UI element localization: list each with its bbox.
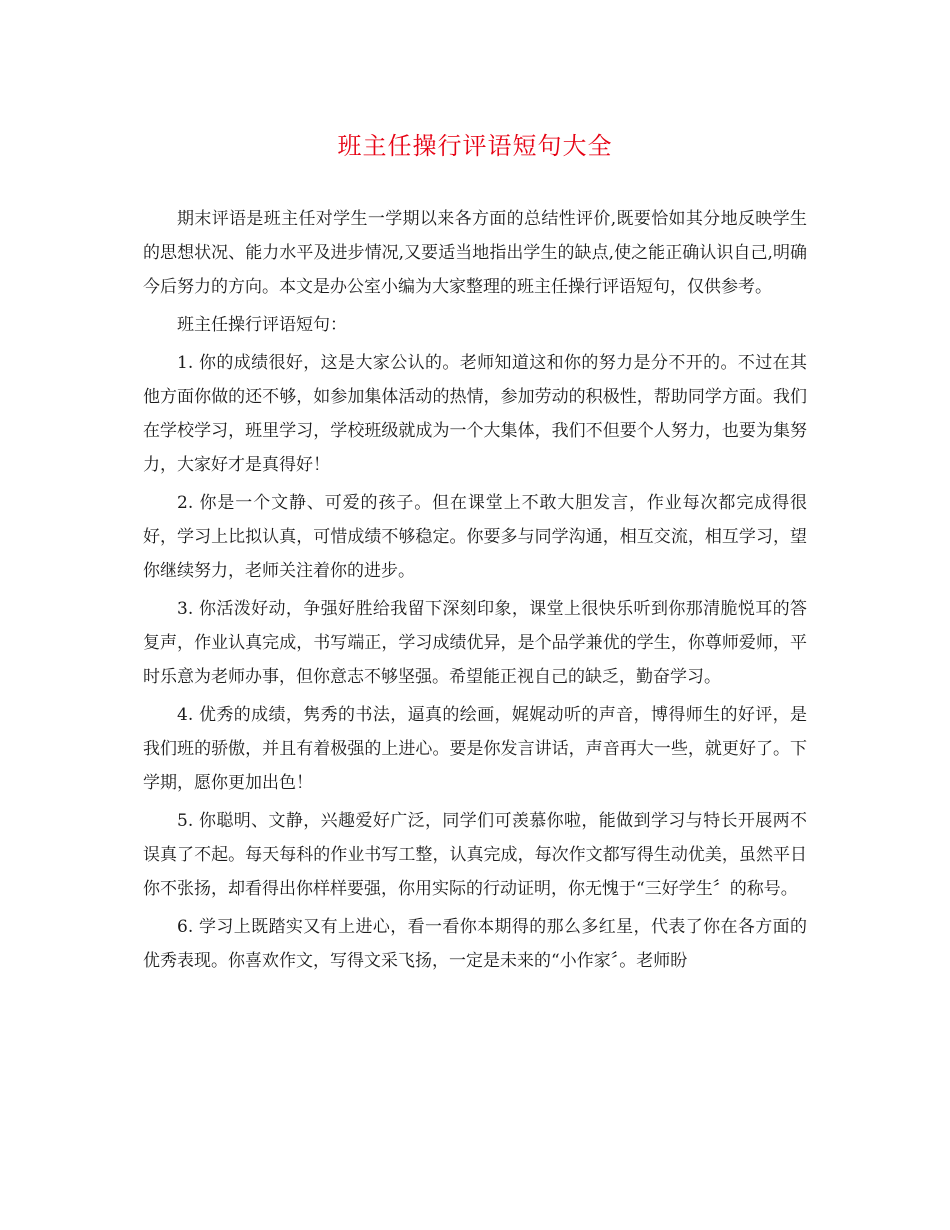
document-page (143, 126, 807, 982)
comment-paragraph-4: 4. 优秀的成绩，隽秀的书法，逼真的绘画，娓娓动听的声音，博得师生的好评，是我们班的骄傲，并且有着极强的上进心。要是你发言讲话，声音再大一些，就更好了。下学期，愿你更加出色！ (143, 705, 807, 793)
comment-paragraph-6: 6. 学习上既踏实又有上进心，看一看你本期得的那么多红星，代表了你在各方面的优秀表现。你喜欢作文，写得文采飞扬，一定是未来的“小作家〞。老师盼 (143, 917, 807, 971)
comment-paragraph-1: 1. 你的成绩很好，这是大家公认的。老师知道这和你的努力是分不开的。不过在其他方面你做的还不够，如参加集体活动的热情，参加劳动的积极性，帮助同学方面。我们在学校学习，班里学习，学校班级就成为一个大集体，我们不但要个人努力，也要为集努力，大家好才是真得好！ (143, 353, 807, 475)
intro-paragraph: 期末评语是班主任对学生一学期以来各方面的总结性评价,既要恰如其分地反映学生的思想状况、能力水平及进步情况,又要适当地指出学生的缺点,使之能正确认识自己,明确今后努力的方向。本文是办公室小编为大家整理的班主任操行评语短句，仅供参考。 (143, 209, 807, 297)
comment-paragraph-3: 3. 你活泼好动，争强好胜给我留下深刻印象，课堂上很快乐听到你那清脆悦耳的答复声，作业认真完成，书写端正，学习成绩优异，是个品学兼优的学生，你尊师爱师，平时乐意为老师办事，但你意志不够坚强。希望能正视自己的缺乏，勤奋学习。 (143, 599, 807, 687)
comment-paragraph-5: 5. 你聪明、文静，兴趣爱好广泛，同学们可羡慕你啦，能做到学习与特长开展两不误真了不起。每天每科的作业书写工整，认真完成，每次作文都写得生动优美，虽然平日你不张扬，却看得出你样样要强，你用实际的行动证明，你无愧于“三好学生〞的称号。 (143, 811, 807, 899)
document-title: 班主任操行评语短句大全 (337, 132, 613, 160)
section-heading: 班主任操行评语短句： (177, 315, 347, 335)
comment-paragraph-2: 2. 你是一个文静、可爱的孩子。但在课堂上不敢大胆发言，作业每次都完成得很好，学习上比拟认真，可惜成绩不够稳定。你要多与同学沟通，相互交流，相互学习，望你继续努力，老师关注着你的进步。 (143, 493, 807, 581)
